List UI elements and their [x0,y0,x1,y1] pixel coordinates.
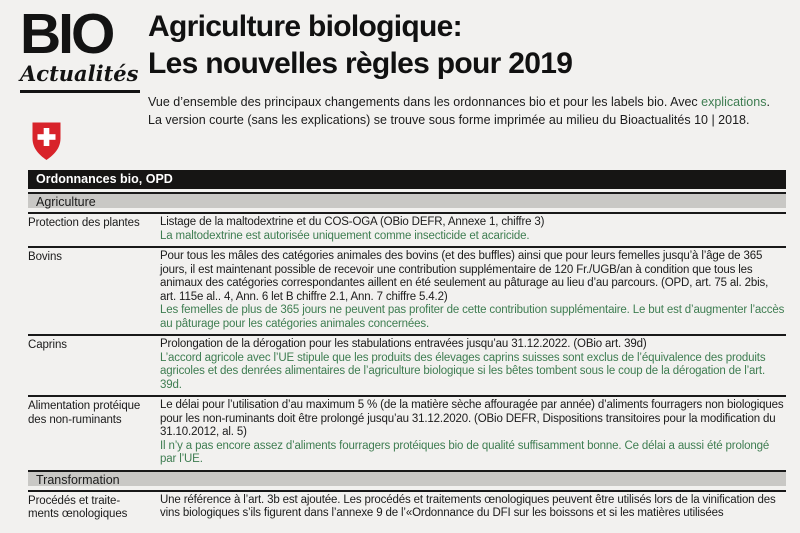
row-label: Procédés et traite- ments œnologiques [28,494,128,520]
row-text: Pour tous les mâles des catégories animales des bovins (et des buffles) ainsi que pour leurs femelles jusqu’à l’âge de 365 jours, il est maintenant possible de recevoir une contribution supplémentaire de 120 Fr./UGB/an à condition que tous les animaux des catégories correspondantes aillent en été seulement au pâturage au lieu d’au parcours. (OPD, art. 75 al. 2bis, art. 115e al.. 4, Ann. 6 let B chiffre 2.1, Ann. 7 chiffre 5.4.2) [160,250,769,303]
row-content [160,216,786,243]
row-note: Les femelles de plus de 365 jours ne peuvent pas profiter de cette contribution supplémentaire. Le but est d’augmenter l’accès au pâturage pour les catégories animales concernées. [160,304,785,330]
intro-text [148,93,788,129]
table-row-procedes-oenologiques [28,490,786,525]
logo-actualites-text: Actualités [20,62,140,93]
row-text: Listage de la maltodextrine et du COS-OGA (OBio DEFR, Annexe 1, chiffre 3) [160,216,545,228]
row-content [160,399,786,467]
header-block [148,8,788,129]
row-content [160,494,786,522]
rules-table [28,170,786,525]
table-row-bovins [28,246,786,334]
row-content [160,338,786,392]
row-label: Bovins [28,251,62,263]
row-text: Prolongation de la dérogation pour les stabulations entravées jusqu’au 31.12.2022. (OBio art. 39d) [160,338,647,350]
table-row-protection-plantes [28,212,786,246]
table-row-caprins [28,334,786,395]
row-label: Alimentation protéique des non-ruminants [28,400,141,426]
row-label: Caprins [28,339,67,351]
bioactualites-logo [20,4,140,93]
row-label: Protection des plantes [28,217,140,229]
page-title-line2: Les nouvelles règles pour 2019 [148,47,573,80]
subsection-agriculture: Agriculture [28,192,786,208]
page-title-line1: Agriculture biologique: [148,10,462,43]
explications-link[interactable]: explications [701,95,767,109]
section-header-ordonnances: Ordonnances bio, OPD [28,170,786,189]
row-note: L’accord agricole avec l’UE stipule que les produits des élevages caprins suisses sont exclus de l’équivalence des produits agricoles et des denrées alimentaires de l’agriculture biologique si les bêtes tombent sous le coup de la dérogation de l’art. 39d. [160,351,766,391]
subsection-transformation: Transformation [28,470,786,486]
table-row-alimentation-proteique [28,395,786,470]
intro-after-link: . [766,95,770,109]
intro-line2: La version courte (sans les explications) se trouve sous forme imprimée au milieu du Bioactualités 10 | 2018. [148,113,750,127]
page-title [148,8,788,82]
row-note: La maltodextrine est autorisée uniquement comme insecticide et acaricide. [160,229,530,242]
row-text: Une référence à l’art. 3b est ajoutée. Les procédés et traitements œnologiques peuvent être utilisés lors de la vinification des vins biologiques s’ils figurent dans l’annexe 9 de l’«Ordonnance du DFI sur les boissons et si les matières utilisées [160,493,776,519]
swiss-coat-of-arms-icon [31,121,62,162]
row-note: Il n’y a pas encore assez d’aliments fourragers protéiques bio de qualité suffisamment bonne. Ce délai a aussi été prolongé par l’UE. [160,439,770,465]
intro-before-link: Vue d’ensemble des principaux changements dans les ordonnances bio et pour les labels bio. Avec [148,95,702,109]
logo-bio-text: BIO [20,2,113,66]
row-content [160,250,786,331]
row-text: Le délai pour l’utilisation d’au maximum 5 % (de la matière sèche affouragée par année) d’aliments fourragers non biologiques pour les non-ruminants doit être prolongé jusqu’au 31.12.2020. (OBio DEFR, Dispositions transitoires pour la modification du 31.10.2012, al. 5) [160,399,784,438]
